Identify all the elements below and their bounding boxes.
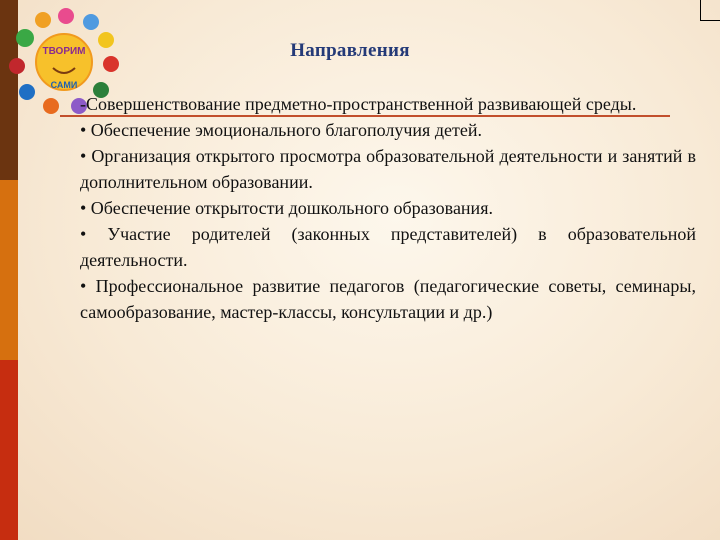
- body-text: [80, 91, 696, 325]
- list-item: • Профессиональное развитие педагогов (педагогические советы, семинары, самообразование, мастер-классы, консультации и др.): [80, 276, 696, 322]
- list-item: • Организация открытого просмотра образовательной деятельности и занятий в дополнительном образовании.: [80, 146, 696, 192]
- logo-text-line2: САМИ: [50, 80, 78, 90]
- page-title: Направления: [290, 40, 410, 61]
- corner-mark-vertical: [700, 0, 701, 20]
- list-item: • Обеспечение открытости дошкольного образования.: [80, 198, 493, 218]
- left-stripe-bottom: [0, 360, 18, 540]
- list-item: • Обеспечение эмоционального благополучия детей.: [80, 120, 482, 140]
- logo-text-line1: ТВОРИМ: [42, 46, 86, 57]
- corner-mark-horizontal: [700, 20, 720, 21]
- left-stripe-middle: [0, 180, 18, 360]
- list-item: • Участие родителей (законных представителей) в образовательной деятельности.: [80, 224, 696, 270]
- list-item: -Совершенствование предметно-пространственной развивающей среды.: [80, 94, 637, 114]
